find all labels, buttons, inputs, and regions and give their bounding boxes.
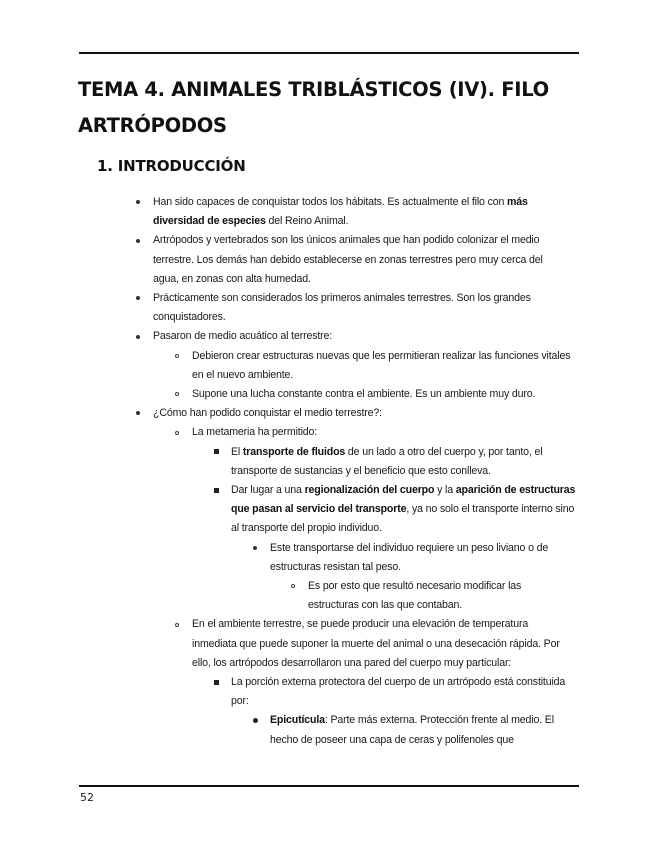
list-item	[153, 289, 565, 327]
list-item-text: Han sido capaces de conquistar todos los hábitats. Es actualmente el filo con	[153, 196, 507, 208]
list-item-text: Debieron crear estructuras nuevas que les permitieran realizar las funciones vitales en el nuevo ambiente.	[192, 349, 571, 381]
bullet-square-icon	[211, 481, 221, 500]
bold-text: aparición de estructuras que pasan al servicio del transporte	[231, 484, 576, 516]
list-item-text: de un lado a otro del cuerpo y, por tanto, el transporte de sustancias y el beneficio que esto conlleva.	[231, 445, 543, 477]
outline-list	[0, 193, 655, 750]
list-item-text: El	[231, 445, 243, 458]
list-item	[192, 385, 572, 404]
bullet-dot-icon	[133, 289, 143, 308]
bullet-circle-icon	[172, 615, 182, 634]
list-item	[153, 327, 565, 346]
bullet-circle-icon	[288, 577, 298, 596]
footer-rule	[79, 785, 579, 787]
list-item-text: del Reino Animal.	[265, 215, 349, 228]
list-item-text: En el ambiente terrestre, se puede producir una elevación de temperatura inmediata que puede suponer la muerte del animal o una desecación rápida. Por ello, los artrópodos desarrollaron una pared del cuerpo muy particular:	[192, 618, 560, 669]
list-item	[231, 481, 576, 539]
list-item	[192, 423, 572, 442]
list-item-text: Pasaron de medio acuático al terrestre:	[153, 330, 333, 343]
page-number: 52	[80, 791, 94, 804]
bullet-dot-icon	[133, 231, 143, 250]
bullet-dot-icon	[133, 193, 143, 212]
list-item-text: Es por esto que resultó necesario modificar las estructuras con las que contaban.	[308, 580, 522, 612]
bullet-dot-icon	[133, 404, 143, 423]
bullet-dot-icon	[250, 539, 260, 558]
list-item	[270, 711, 570, 749]
list-item	[308, 577, 568, 615]
bullet-square-icon	[211, 673, 221, 692]
list-item-text: y la	[434, 484, 456, 497]
list-item	[192, 347, 572, 385]
list-item	[231, 443, 576, 481]
list-item-text: : Parte más externa. Protección frente al medio. El hecho de poseer una capa de ceras y polifenoles que	[270, 714, 554, 746]
list-item-text: Supone una lucha constante contra el ambiente. Es un ambiente muy duro.	[192, 388, 536, 401]
list-item-text: ¿Cómo han podido conquistar el medio terrestre?:	[153, 407, 382, 420]
bold-text: regionalización del cuerpo	[304, 484, 435, 497]
bullet-circle-icon	[172, 347, 182, 366]
bullet-circle-icon	[172, 423, 182, 442]
list-item-text: Este transportarse del individuo requiere un peso liviano o de estructuras resistan tal peso.	[270, 541, 549, 573]
bold-text: transporte de fluidos	[242, 445, 346, 458]
list-item	[153, 193, 565, 231]
list-item-text: La metameria ha permitido:	[192, 426, 318, 439]
bullet-circle-icon	[172, 385, 182, 404]
list-item-text: Dar lugar a una	[231, 484, 305, 497]
list-item	[192, 615, 572, 673]
bold-text: Epicutícula	[270, 714, 325, 727]
bullet-square-icon	[211, 443, 221, 462]
bold-text: más diversidad de especies	[153, 196, 528, 228]
list-item-text: Artrópodos y vertebrados son los únicos animales que han podido colonizar el medio terrestre. Los demás han debido establecerse en zonas terrestres pero muy cerca del agua, en zonas con alta humedad.	[153, 234, 543, 285]
list-item-text: , ya no solo el transporte interno sino al transporte del propio individuo.	[231, 503, 575, 535]
list-item-text: La porción externa protectora del cuerpo de un artrópodo está constituida por:	[231, 676, 566, 708]
list-item	[231, 673, 576, 711]
list-item	[153, 231, 565, 289]
list-item-text: Prácticamente son considerados los primeros animales terrestres. Son los grandes conquistadores.	[153, 292, 531, 324]
page-title: TEMA 4. ANIMALES TRIBLÁSTICOS (IV). FILO ARTRÓPODOS	[78, 78, 549, 137]
bullet-dot-icon	[133, 327, 143, 346]
list-item	[153, 404, 565, 423]
list-item	[270, 539, 570, 577]
header-rule	[79, 52, 579, 54]
section-heading: 1. INTRODUCCIÓN	[97, 157, 246, 175]
bullet-dot-icon	[250, 711, 260, 730]
